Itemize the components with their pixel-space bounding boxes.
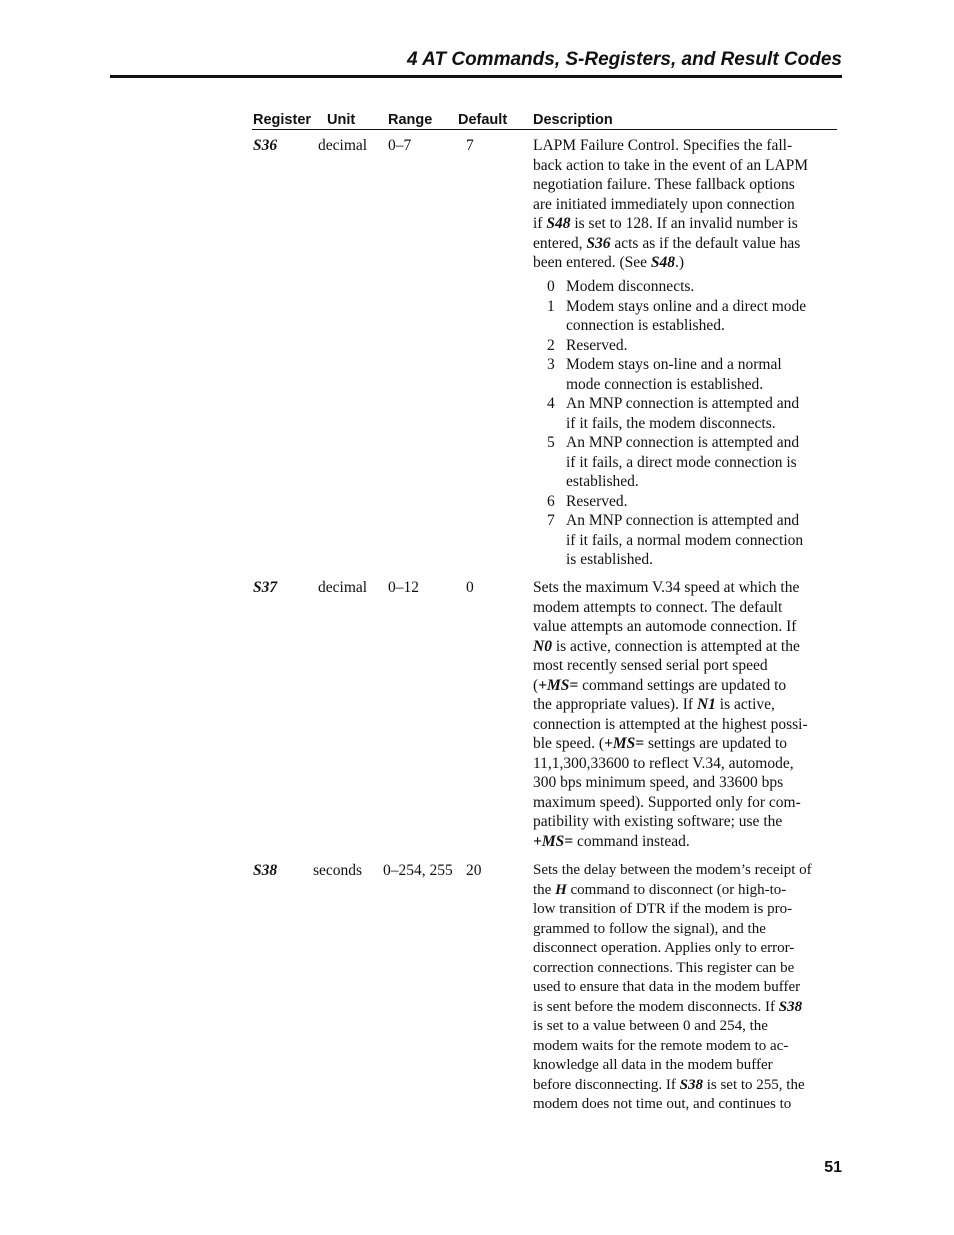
option-number: 4 [547,395,555,412]
register-cell: S36 [253,137,278,154]
description-line: 300 bps minimum speed, and 33600 bps [533,774,784,791]
option-number: 0 [547,278,555,295]
description-cell [533,861,843,1115]
option-text: Modem disconnects. [566,278,695,295]
option-text: An MNP connection is attempted and [566,395,800,412]
description-line: connection is attempted at the highest possi- [533,715,808,733]
default-cell: 0 [466,579,474,596]
description-line: patibility with existing software; use the [533,813,783,830]
option-list [547,277,847,570]
table-header-rule [252,129,837,130]
page-header-title: 4 AT Commands, S-Registers, and Result Codes [407,49,842,70]
option-text: if it fails, a normal modem connection [566,531,804,549]
option-item [547,297,847,336]
command-reference: S38 [778,998,803,1015]
description-line: disconnect operation. Applies only to error- [533,940,795,956]
option-text: Modem stays online and a direct mode [566,297,807,315]
description-cell [533,578,843,851]
description-line: ble speed. (+MS= settings are updated to [533,735,787,752]
option-number: 6 [547,492,555,510]
option-text: An MNP connection is attempted and [566,434,800,451]
column-header-default: Default [458,112,508,128]
page-number: 51 [824,1159,842,1176]
option-text: established. [566,473,639,490]
option-number: 2 [547,336,555,354]
command-reference: H [555,881,567,898]
unit-cell: seconds [313,862,363,879]
description-line: entered, S36 acts as if the default value has [533,234,801,252]
option-number: 3 [547,356,555,373]
command-reference: N0 [533,637,552,655]
description-line: correction connections. This register can be [533,959,795,976]
description-line: 11,1,300,33600 to reflect V.34, automode, [533,754,794,772]
command-reference: S48 [546,215,571,232]
description-line: Sets the delay between the modem’s receipt of [533,862,812,878]
description-line: negotiation failure. These fallback options [533,176,795,193]
option-text: if it fails, a direct mode connection is [566,453,797,471]
default-cell: 7 [466,137,474,154]
command-reference: S48 [650,254,676,271]
command-reference: N1 [696,696,716,713]
description-line: if S48 is set to 128. If an invalid number is [533,215,798,232]
range-cell: 0–12 [388,579,419,596]
description-line: knowledge all data in the modem buffer [533,1057,773,1073]
unit-cell: decimal [318,579,368,596]
option-text: connection is established. [566,317,725,334]
command-reference: +MS= [604,735,645,752]
column-header-unit: Unit [327,112,356,128]
command-reference: S36 [586,234,611,252]
option-text: if it fails, the modem disconnects. [566,414,776,432]
description-line: modem waits for the remote modem to ac- [533,1037,789,1054]
register-cell: S37 [253,579,278,596]
option-item [547,394,847,433]
header-rule [110,75,842,78]
command-reference: +MS= [533,832,574,850]
option-item [547,336,847,356]
description-line: value attempts an automode connection. If [533,618,797,635]
description-line: modem attempts to connect. The default [533,598,783,616]
range-cell: 0–254, 255 [383,862,453,879]
option-number: 7 [547,512,555,529]
command-reference: +MS= [538,676,579,694]
register-cell: S38 [253,862,278,879]
description-line: N0 is active, connection is attempted at the [533,637,800,655]
option-text: mode connection is established. [566,375,764,393]
option-item [547,511,847,570]
description-line: used to ensure that data in the modem buffer [533,979,801,995]
option-text: is established. [566,551,653,568]
description-line: before disconnecting. If S38 is set to 255, the [533,1076,805,1093]
description-line: the appropriate values). If N1 is active, [533,696,775,713]
default-cell: 20 [466,862,482,879]
column-header-description: Description [533,112,613,128]
description-line: LAPM Failure Control. Specifies the fall- [533,137,793,154]
unit-cell: decimal [318,137,368,154]
description-line: grammed to follow the signal), and the [533,920,766,937]
option-text: Modem stays on-line and a normal [566,356,782,373]
option-item [547,433,847,492]
option-text: Reserved. [566,492,628,510]
option-item [547,277,847,297]
description-cell [533,136,843,273]
command-reference: S38 [679,1076,703,1093]
option-item [547,355,847,394]
description-line: is sent before the modem disconnects. If S38 [533,998,803,1015]
option-number: 5 [547,434,555,451]
description-line: most recently sensed serial port speed [533,657,768,674]
description-line: Sets the maximum V.34 speed at which the [533,579,800,596]
option-text: An MNP connection is attempted and [566,512,800,529]
description-line: low transition of DTR if the modem is pro- [533,901,793,917]
description-line: +MS= command instead. [533,832,690,850]
description-line: the H command to disconnect (or high-to- [533,881,787,898]
description-line: (+MS= command settings are updated to [533,676,787,694]
column-header-range: Range [388,112,433,128]
description-line: modem does not time out, and continues to [533,1096,792,1112]
description-line: back action to take in the event of an LAPM [533,156,809,174]
range-cell: 0–7 [388,137,412,154]
option-text: Reserved. [566,336,628,354]
description-line: maximum speed). Supported only for com- [533,793,801,811]
description-line: are initiated immediately upon connection [533,195,795,213]
option-number: 1 [547,297,555,315]
description-line: is set to a value between 0 and 254, the [533,1018,768,1034]
column-header-register: Register [253,112,312,128]
option-item [547,492,847,512]
description-line: been entered. (See S48.) [533,254,685,271]
